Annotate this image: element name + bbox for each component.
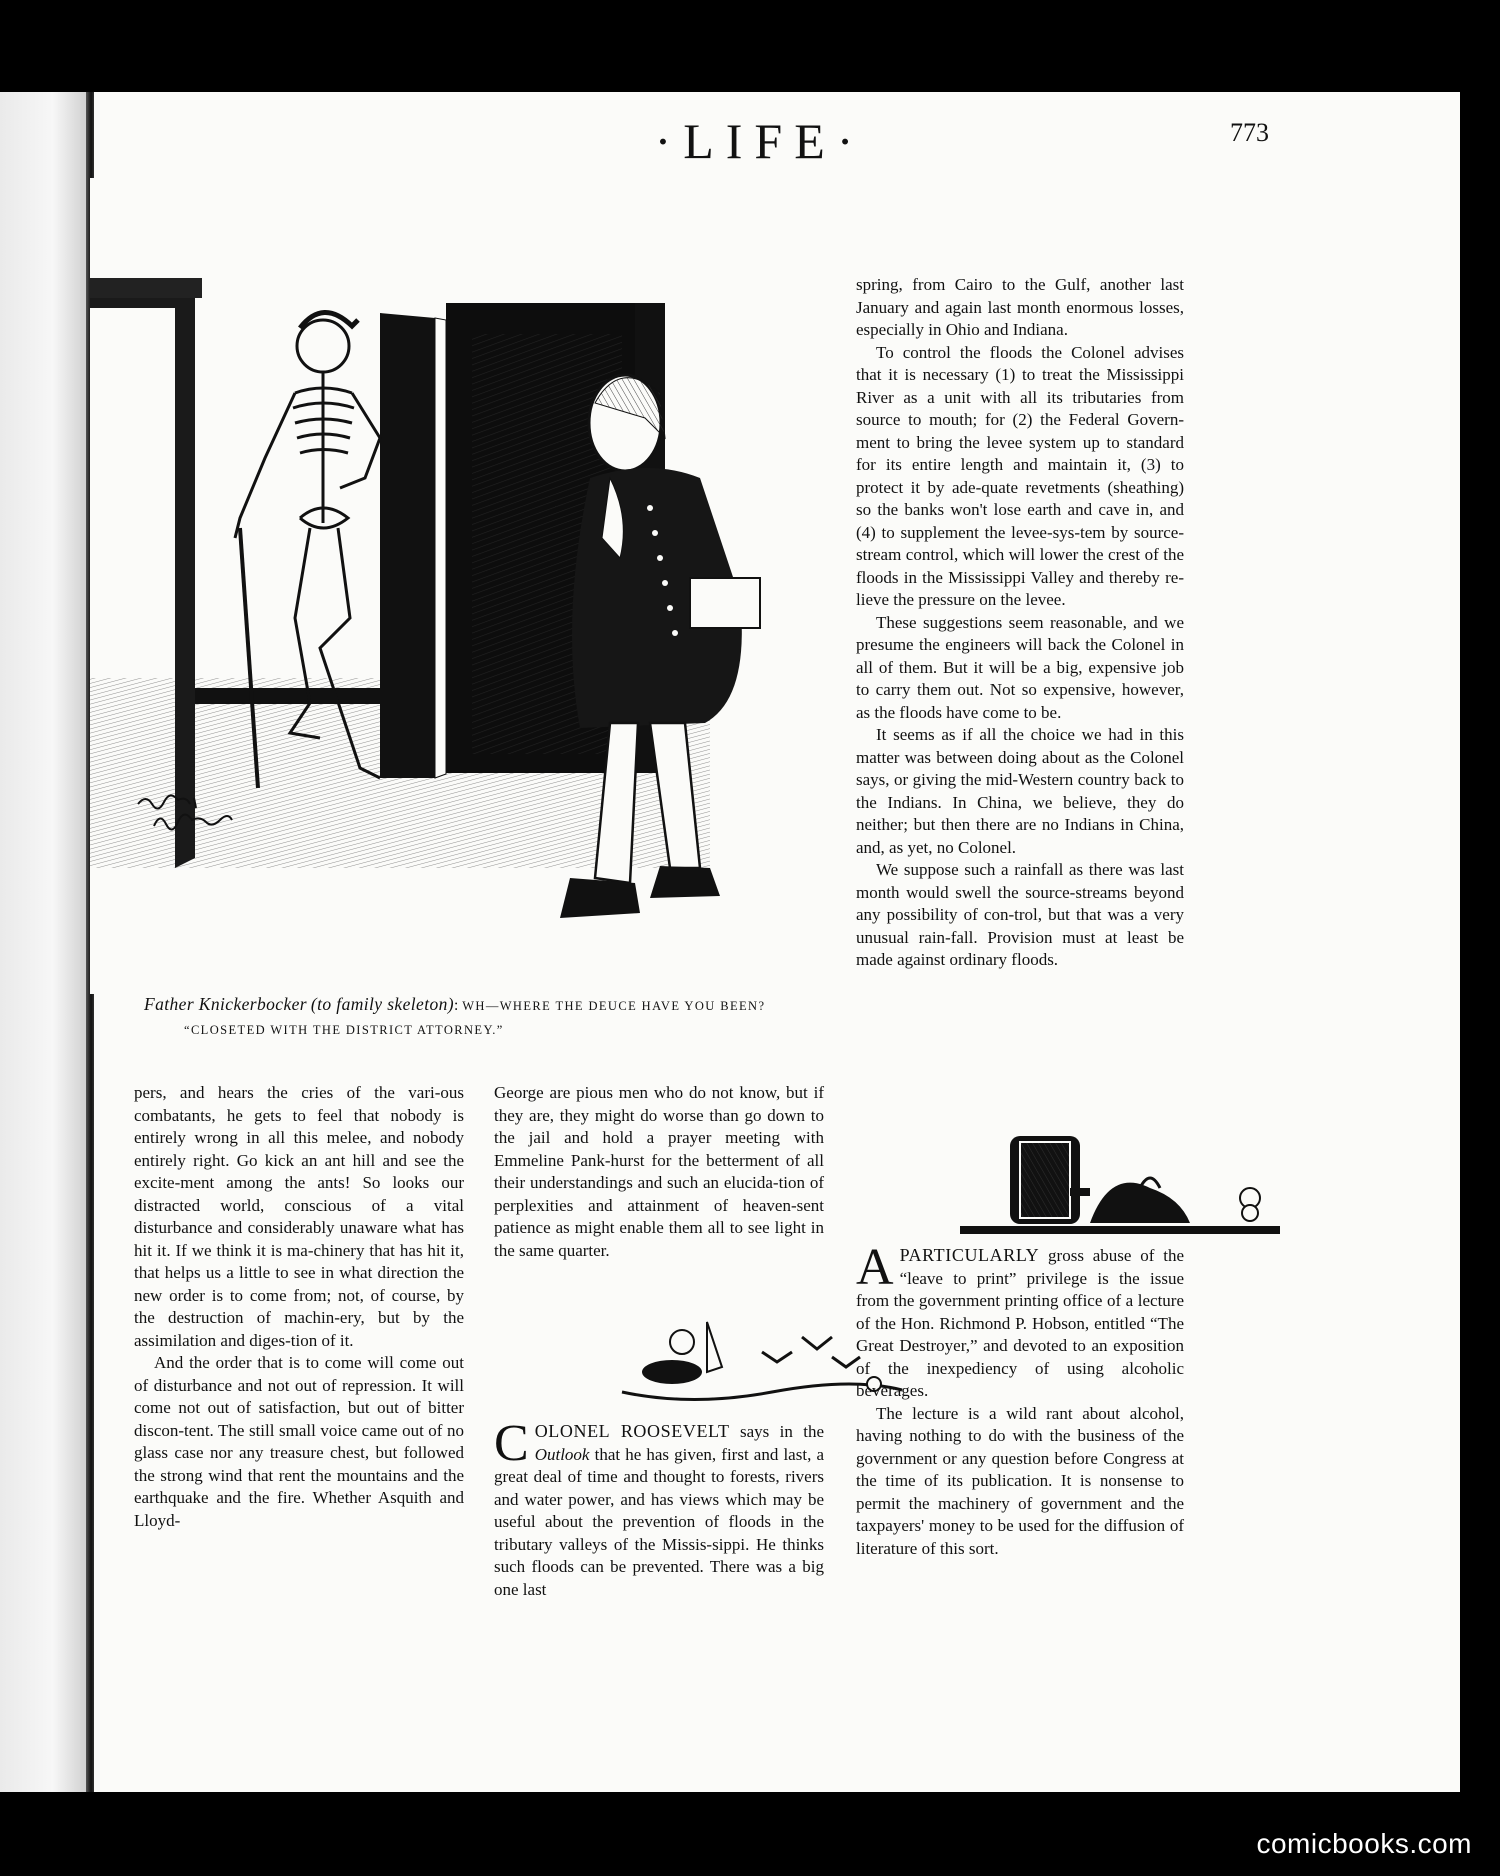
- paragraph: To control the floods the Colonel advises that it is necessary (1) to treat the Mississippi River as a unit with all its tributaries from source to mouth; for (2) the Federal Govern-ment to bring the levee system up to standard for its entire length and maintain it, (3) to protect it by ade-quate revetments (sheathing) so the banks won't lose earth and cave in, and (4) to supplement the levee-sys-tem by source-stream control, which will lower the crest of the floods in the Mississippi Valley and thereby re-lieve the pressure on the levee.: [856, 342, 1184, 609]
- lead-caps: OLONEL ROOSEVELT: [534, 1421, 730, 1441]
- page-number: 773: [1230, 118, 1269, 147]
- caption-stage-direction: (to family skeleton): [310, 994, 454, 1014]
- paragraph: pers, and hears the cries of the vari-ous combatants, he gets to feel that nobody is entirely wrong in all this melee, and nobody entirely right. Go kick an ant hill and see the excite-ment among the ants! So looks our distracted world, conscious of a vital disturbance and considerably unaware what has hit it. If we think it is ma-chinery that has hit it, that helps us a little to see in what direction the new order is to come from; not, of course, by the destruction of machin-ery, but by the assimilation and diges-tion of it.: [134, 1083, 464, 1350]
- artist-signature: [134, 790, 244, 839]
- site-watermark: comicbooks.com: [1256, 1828, 1472, 1859]
- column-2-article: [494, 1415, 824, 1601]
- cartoon-illustration: [90, 178, 920, 994]
- previous-page-edge: [0, 92, 88, 1792]
- caption-speech: WH—WHERE THE DEUCE HAVE YOU BEEN?: [462, 999, 766, 1013]
- column-2: [494, 1082, 824, 1262]
- caption-line: Father Knickerbocker (to family skeleton): WH—WHERE THE DEUCE HAVE YOU BEEN?: [144, 994, 766, 1014]
- publication-title: Outlook: [534, 1444, 590, 1464]
- masthead: ·LIFE·: [654, 113, 866, 169]
- paragraph: It seems as if all the choice we had in this matter was between doing about as the Colonel says, or giving the mid-Western country back to the Indians. In China, we believe, they do neither; but then there are no Indians in China, and, as yet, no Colonel.: [856, 725, 1184, 857]
- caption-speaker: Father Knickerbocker: [144, 994, 308, 1014]
- text-run: says in the: [729, 1422, 824, 1441]
- paragraph: [856, 1239, 1184, 1403]
- column-1: [134, 1082, 464, 1532]
- paragraph: [494, 1415, 824, 1601]
- lead-caps: PARTICULARLY: [899, 1245, 1040, 1265]
- barrel-vignette-illustration: [960, 1128, 1280, 1234]
- drop-cap: C: [494, 1415, 529, 1472]
- paragraph: spring, from Cairo to the Gulf, another last January and again last month enormous losses, especially in Ohio and Indiana.: [856, 275, 1184, 339]
- paragraph: George are pious men who do not know, but if they are, they might do worse than go down to the jail and hold a prayer meeting with Emmeline Pank-hurst for the betterment of all their understandings and such an elucida-tion of perplexities and attainment of heaven-sent patience as might enable them all to see light in the same quarter.: [494, 1083, 824, 1260]
- drop-cap: A: [856, 1239, 894, 1296]
- caption-reply: “CLOSETED WITH THE DISTRICT ATTORNEY.”: [184, 1023, 504, 1037]
- paragraph: The lecture is a wild rant about alcohol, having nothing to do with the business of the government or any question before Congress at the time of its publication. It is nonsense to permit the machinery of government and the taxpayers' money to be used for the diffusion of literature of this sort.: [856, 1403, 1184, 1558]
- paragraph: And the order that is to come will come out of disturbance and not out of repression. It will come not out of satisfaction, but out of bitter discon-tent. The still small voice came out of no glass case nor any treasure chest, but followed the strong wind that rent the mountains and the earthquake and the fire. Whether Asquith and Lloyd-: [134, 1353, 464, 1530]
- column-3: [856, 274, 1184, 972]
- text-run: gross abuse of the “leave to print” privilege is the issue from the government printing office of a lecture of the Hon. Richmond P. Hobson, entitled “The Great Destroyer,” and devoted to an exposition of the inexpediency of using alcoholic beverages.: [856, 1246, 1184, 1400]
- paragraph: These suggestions seem reasonable, and we presume the engineers will back the Colonel in all of them. But it will be a big, expensive job to carry them out. Not so expensive, however, as the floods have come to be.: [856, 612, 1184, 722]
- column-3-article: [856, 1239, 1184, 1560]
- illustration-caption: [144, 992, 904, 1042]
- paragraph: We suppose such a rainfall as there was last month would swell the source-streams beyond any possibility of con-trol, but that was a very unusual rain-fall. Provision must at least be made against ordinary floods.: [856, 860, 1184, 969]
- text-run: that he has given, first and last, a great deal of time and thought to forests, rivers and water power, and has views which may be useful about the prevention of floods in the tributary valleys of the Missis-sippi. He thinks such floods can be prevented. There was a big one last: [494, 1444, 824, 1599]
